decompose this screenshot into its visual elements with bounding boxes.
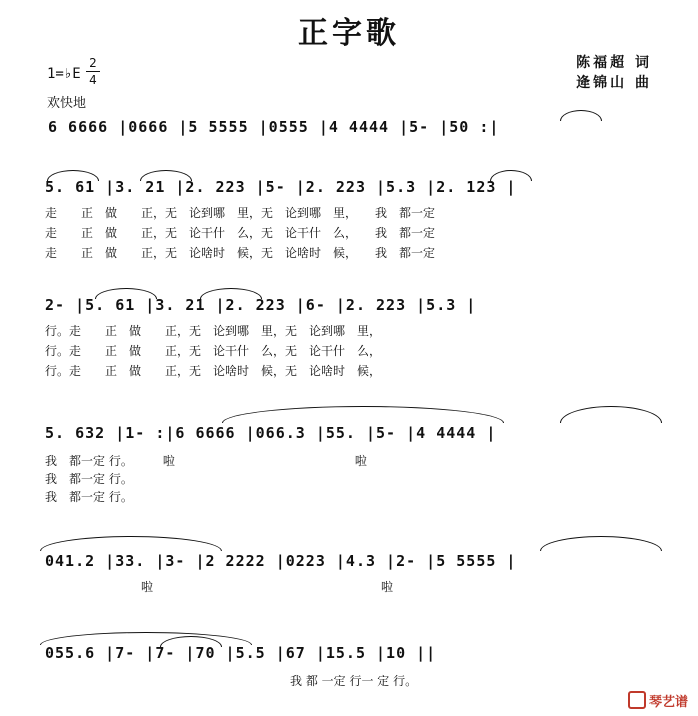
lyrics-line-2-verse-3: 走 正 做 正，无 论啥时 候，无 论啥时 候， 我 都一定	[45, 246, 436, 260]
watermark-text: 琴艺谱	[648, 695, 688, 710]
qinyipu-logo-icon	[628, 691, 646, 709]
lyrics-line-3-verse-1: 行。走 正 做 正，无 论到哪 里，无 论到哪 里，	[45, 324, 382, 338]
lyrics-line-3-verse-2: 行。走 正 做 正，无 论干什 么，无 论干什 么，	[45, 344, 382, 358]
composer-credit: 逄锦山 曲	[576, 75, 652, 91]
key-signature: 1=♭E	[47, 66, 81, 82]
lyrics-line-3-verse-3: 行。走 正 做 正，无 论啥时 候，无 论啥时 候，	[45, 364, 382, 378]
notation-line-5: 041.2 |33. |3- |2 2222 |0223 |4.3 |2- |5 5555 |	[45, 552, 517, 570]
lyrics-line-2-verse-1: 走 正 做 正，无 论到哪 里，无 论到哪 里， 我 都一定	[45, 206, 436, 220]
lyricist-credit: 陈福超 词	[576, 55, 652, 71]
song-title: 正字歌	[298, 16, 400, 51]
lyrics-line-5: 啦 啦	[45, 580, 394, 594]
lyrics-line-4-verse-2: 我 都一定 行。	[45, 472, 133, 486]
time-signature-top: 2	[89, 56, 97, 70]
lyrics-line-4-verse-3: 我 都一定 行。	[45, 490, 133, 504]
notation-line-2: 5. 61 |3. 21 |2. 223 |5- |2. 223 |5.3 |2. 123 |	[45, 178, 517, 196]
lyrics-line-6: 我 都 一定 行一 定 行。	[290, 674, 418, 688]
tempo-marking: 欢快地	[47, 96, 87, 111]
lyrics-line-4-verse-1: 我 都一定 行。 啦 啦	[45, 454, 367, 468]
notation-line-6: 055.6 |7- |7- |70 |5.5 |67 |15.5 |10 ||	[45, 644, 437, 662]
lyrics-line-2-verse-2: 走 正 做 正，无 论干什 么，无 论干什 么， 我 都一定	[45, 226, 436, 240]
notation-line-3: 2- |5. 61 |3. 21 |2. 223 |6- |2. 223 |5.3 |	[45, 296, 477, 314]
time-signature	[86, 56, 100, 87]
notation-line-4: 5. 632 |1- :|6 6666 |066.3 |55. |5- |4 4444 |	[45, 424, 497, 442]
time-signature-bottom: 4	[89, 73, 97, 87]
watermark	[628, 691, 688, 710]
notation-line-1: 6 6666 |0666 |5 5555 |0555 |4 4444 |5- |50 :|	[48, 118, 500, 136]
